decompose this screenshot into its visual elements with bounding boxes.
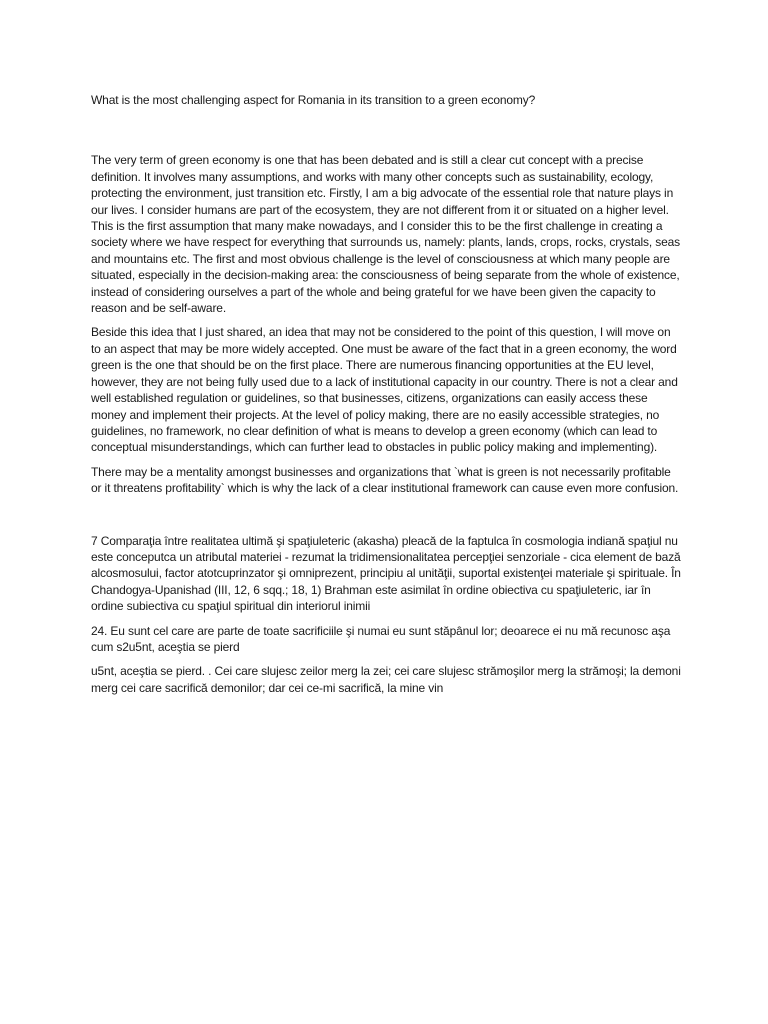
paragraph-green-economy-definition: The very term of green economy is one that has been debated and is still a clear cut concept with a precise definition. It involves many assumptions, and works with many other concepts such as sustainability, ecology, protecting the environment, just transition etc. Firstly, I am a big advocate of the essential role that nature plays in our lives. I consider humans are part of the ecosystem, they are not different from it or situated on a higher level. This is the first assumption that many make nowadays, and I consider this to be the first challenge in creating a society where we have respect for everything that surrounds us, namely: plants, lands, crops, rocks, crystals, seas and mountains etc. The first and most obvious challenge is the level of consciousness at which many people are situated, especially in the decision-making area: the consciousness of being separate from the whole of existence, instead of considering ourselves a part of the whole and being grateful for we have been given the capacity to reason and be self-aware.: [91, 153, 681, 316]
question-heading: What is the most challenging aspect for Romania in its transition to a green economy?: [91, 93, 536, 107]
paragraph-akasha-comparison: 7 Comparaţia între realitatea ultimă şi spaţiuleteric (akasha) pleacă de la faptulca în cosmologia indiană spaţiul nu este conceputca un atributal materiei - rezumat la tridimensionalitatea percepţiei senzoriale - cica element de bază alcosmosului, factor atotcuprinzator şi omniprezent, principiu al unităţii, suportal existenţei materiale şi spirituale. În Chandogya-Upanishad (III, 12, 6 sqq.; 18, 1) Brahman este asimilat în ordine obiectiva cu spaţiuleteric, iar în ordine subiectiva cu spaţiul spiritual din interiorul inimii: [91, 533, 681, 614]
document-page: [91, 92, 681, 704]
paragraph-verse-continuation: u5nt, aceştia se pierd. . Cei care slujesc zeilor merg la zei; cei care slujesc strămoşilor merg la strămoşi; la demoni merg cei care sacrifică demonilor; dar cei ce-mi sacrifică, la mine vin: [91, 664, 681, 695]
paragraph-verse-24: 24. Eu sunt cel care are parte de toate sacrificiile şi numai eu sunt stăpânul lor; deoarece ei nu mă recunosc aşa cum s2u5nt, aceştia se pierd: [91, 623, 671, 654]
paragraph-mentality: There may be a mentality amongst businesses and organizations that `what is green is not necessarily profitable or it threatens profitability` which is why the lack of a clear institutional framework can cause even more confusion.: [91, 464, 679, 496]
paragraph-institutional-capacity: Beside this idea that I just shared, an idea that may not be considered to the point of this question, I will move on to an aspect that may be more widely accepted. One must be aware of the fact that in a green economy, the word green is the one that should be on the first place. There are numerous financing opportunities at the EU level, however, they are not being fully used due to a lack of institutional capacity in our country. There is not a clear and well established regulation or guidelines, so that businesses, citizens, organizations can easily access these money and implement their projects. At the level of policy making, there are no easily accessible strategies, no guidelines, no framework, no clear definition of what is means to develop a green economy (which can lead to conceptual misunderstandings, which can further lead to obstacles in public policy making and implementing).: [91, 325, 678, 455]
